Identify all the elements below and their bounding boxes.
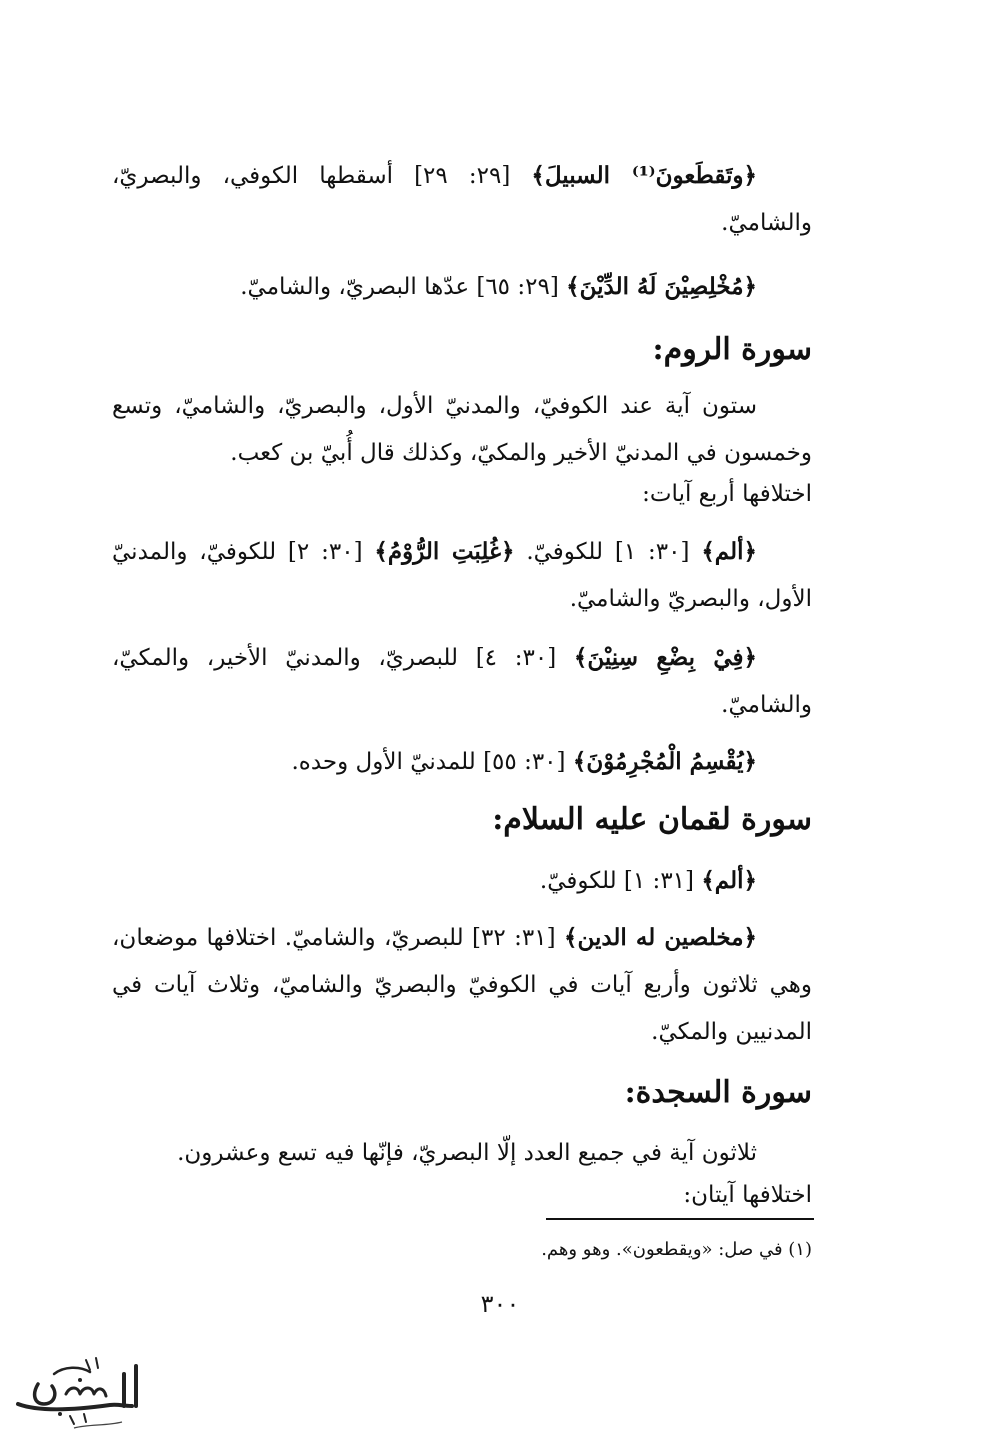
paragraph-text: [٢٩: ٦٥] عدّها البصريّ، والشاميّ.	[240, 274, 567, 300]
quran-verse: ﴿ألم﴾	[701, 538, 757, 565]
paragraph	[112, 383, 812, 477]
paragraph-text: ستون آية عند الكوفيّ، والمدنيّ الأول، والبصريّ، والشاميّ، وتسع وخمسون في المدنيّ الأخير والمكيّ، وكذلك قال أُبيّ بن كعب.	[112, 393, 812, 466]
differences-line: اختلافها آيتان:	[683, 1182, 812, 1208]
paragraph	[112, 914, 812, 1056]
surah-heading-luqman: سورة لقمان عليه السلام:	[492, 802, 812, 837]
paragraph-text: [٣١: ١] للكوفيّ.	[539, 868, 702, 894]
quran-verse: ﴿مُخْلِصِيْنَ لَهُ الدِّيْنَ﴾	[566, 273, 757, 300]
quran-verse: ﴿غُلِبَتِ الرُّوْمُ﴾	[374, 538, 515, 565]
paragraph	[112, 528, 812, 623]
quran-verse: ﴿وتَقطَعونَ⁽¹⁾ السبيلَ﴾	[531, 162, 757, 189]
library-stamp-logo	[14, 1350, 144, 1436]
paragraph-text: [٣٠: ٤] للبصريّ، والمدنيّ الأخير، والمكيّ، والشاميّ.	[112, 645, 812, 718]
page-number: ٣٠٠	[480, 1290, 520, 1318]
paragraph	[291, 738, 757, 786]
surah-heading-rum: سورة الروم:	[652, 332, 812, 367]
paragraph-text: [٣٠: ٥٥] للمدنيّ الأول وحده.	[291, 749, 573, 775]
footnote-divider	[546, 1218, 814, 1220]
differences-line: اختلافها أربع آيات:	[642, 481, 812, 507]
paragraph-text: [٣١: ٣٢] للبصريّ، والشاميّ. اختلافها موضعان، وهي ثلاثون وأربع آيات في الكوفيّ والبصريّ والشاميّ، وثلاث آيات في المدنيين والمكيّ.	[112, 925, 812, 1045]
paragraph	[112, 634, 812, 729]
paragraph	[540, 857, 757, 905]
quran-verse: ﴿فِيْ بِضْعِ سِنِيْنَ﴾	[573, 644, 757, 671]
paragraph	[112, 1130, 812, 1177]
paragraph	[240, 263, 757, 311]
paragraph	[112, 152, 812, 247]
paragraph-text: ثلاثون آية في جميع العدد إلّا البصريّ، فإنّها فيه تسع وعشرون.	[177, 1140, 757, 1166]
quran-verse: ﴿مخلصين له الدين﴾	[563, 924, 757, 951]
footnote: (١) في صل: «ويقطعون». وهو وهم.	[541, 1239, 812, 1260]
paragraph-text: [٣٠: ٢] للكوفيّ، والمدنيّ الأول، والبصريّ والشاميّ.	[112, 539, 812, 612]
paragraph-text: [٣٠: ١] للكوفيّ.	[514, 539, 702, 565]
paragraph-text: [٢٩: ٢٩] أسقطها الكوفي، والبصريّ، والشاميّ.	[112, 163, 812, 236]
quran-verse: ﴿ألم﴾	[701, 867, 757, 894]
surah-heading-sajdah: سورة السجدة:	[624, 1075, 812, 1110]
quran-verse: ﴿يُقْسِمُ الْمُجْرِمُوْنَ﴾	[572, 748, 757, 775]
